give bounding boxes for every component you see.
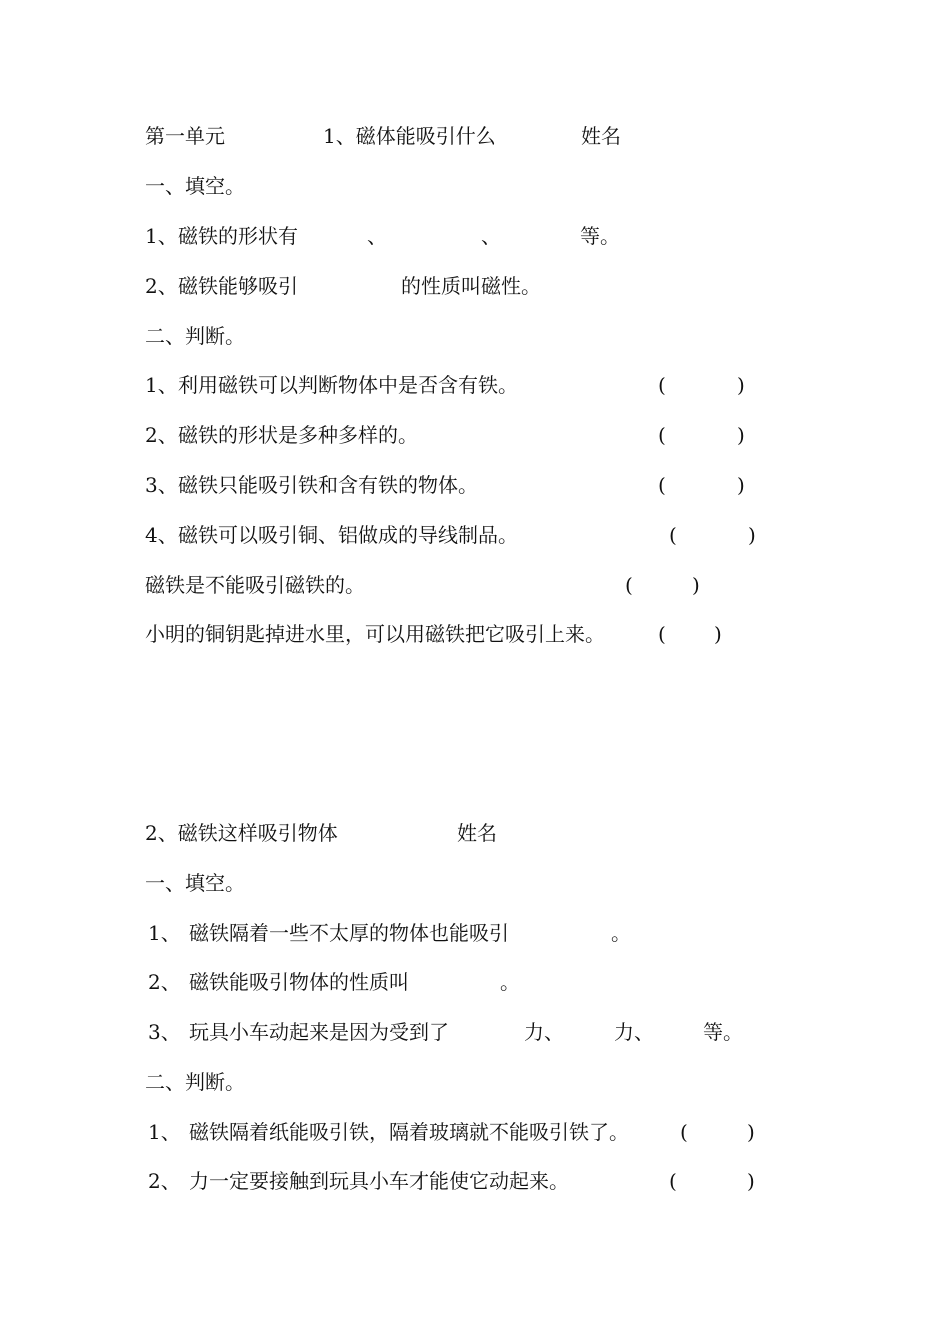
judge-item	[148, 1169, 755, 1289]
item-number: 1、	[148, 1120, 181, 1144]
item-text: 磁铁能吸引物体的性质叫	[189, 970, 409, 994]
answer-paren-open: (	[658, 423, 666, 447]
item-text: 磁铁可以吸引铜、铝做成的导线制品。	[178, 523, 518, 547]
answer-paren-open: (	[658, 622, 666, 646]
item-text: 磁铁隔着纸能吸引铁，隔着玻璃就不能吸引铁了。	[189, 1120, 629, 1144]
item-text: 磁铁能够吸引	[178, 274, 298, 298]
item-end: 等。	[580, 224, 620, 248]
lesson-title: 2、磁铁这样吸引物体	[145, 821, 338, 845]
answer-paren-open: (	[669, 1169, 677, 1193]
item-end: 。	[500, 970, 520, 994]
fill-heading: 一、填空。	[145, 174, 245, 198]
judge-item	[145, 622, 722, 718]
item-text: 磁铁只能吸引铁和含有铁的物体。	[178, 473, 478, 497]
blank-separator: 力、	[524, 1020, 564, 1044]
item-text: 玩具小车动起来是因为受到了	[189, 1020, 449, 1044]
name-label: 姓名	[581, 124, 621, 148]
answer-paren-close: )	[748, 523, 756, 547]
answer-paren-close: )	[737, 423, 745, 447]
answer-paren-close: )	[747, 1120, 755, 1144]
item-end: 的性质叫磁性。	[401, 274, 541, 298]
answer-paren-open: (	[658, 373, 666, 397]
judge-heading: 二、判断。	[145, 324, 245, 348]
item-number: 3、	[148, 1020, 181, 1044]
fill-heading: 一、填空。	[145, 871, 245, 895]
answer-paren-close: )	[692, 573, 700, 597]
item-text: 磁铁的形状是多种多样的。	[178, 423, 418, 447]
item-text: 磁铁是不能吸引磁铁的。	[145, 573, 365, 597]
answer-paren-close: )	[747, 1169, 755, 1193]
item-number: 1、	[145, 224, 178, 248]
answer-paren-close: )	[737, 373, 745, 397]
blank-separator: 力、	[614, 1020, 654, 1044]
unit-label: 第一单元	[145, 124, 225, 148]
item-text: 利用磁铁可以判断物体中是否含有铁。	[178, 373, 518, 397]
item-end: 等。	[703, 1020, 743, 1044]
answer-paren-open: (	[625, 573, 633, 597]
blank-separator: 、	[481, 224, 501, 248]
answer-paren-close: )	[737, 473, 745, 497]
answer-paren-open: (	[669, 523, 677, 547]
item-number: 2、	[145, 423, 178, 447]
item-number: 1、	[145, 373, 178, 397]
item-number: 1、	[148, 921, 181, 945]
item-number: 2、	[145, 274, 178, 298]
answer-paren-close: )	[714, 622, 722, 646]
item-end: 。	[611, 921, 631, 945]
item-number: 4、	[145, 523, 178, 547]
item-text: 磁铁隔着一些不太厚的物体也能吸引	[189, 921, 509, 945]
answer-paren-open: (	[680, 1120, 688, 1144]
item-number: 2、	[148, 1169, 181, 1193]
blank-separator: 、	[367, 224, 387, 248]
judge-heading: 二、判断。	[145, 1070, 245, 1094]
lesson-title: 1、磁体能吸引什么	[323, 124, 496, 148]
item-number: 2、	[148, 970, 181, 994]
item-number: 3、	[145, 473, 178, 497]
item-text: 力一定要接触到玩具小车才能使它动起来。	[189, 1169, 569, 1193]
name-label: 姓名	[457, 821, 497, 845]
item-text: 小明的铜钥匙掉进水里，可以用磁铁把它吸引上来。	[145, 622, 605, 646]
item-text: 磁铁的形状有	[178, 224, 298, 248]
answer-paren-open: (	[658, 473, 666, 497]
